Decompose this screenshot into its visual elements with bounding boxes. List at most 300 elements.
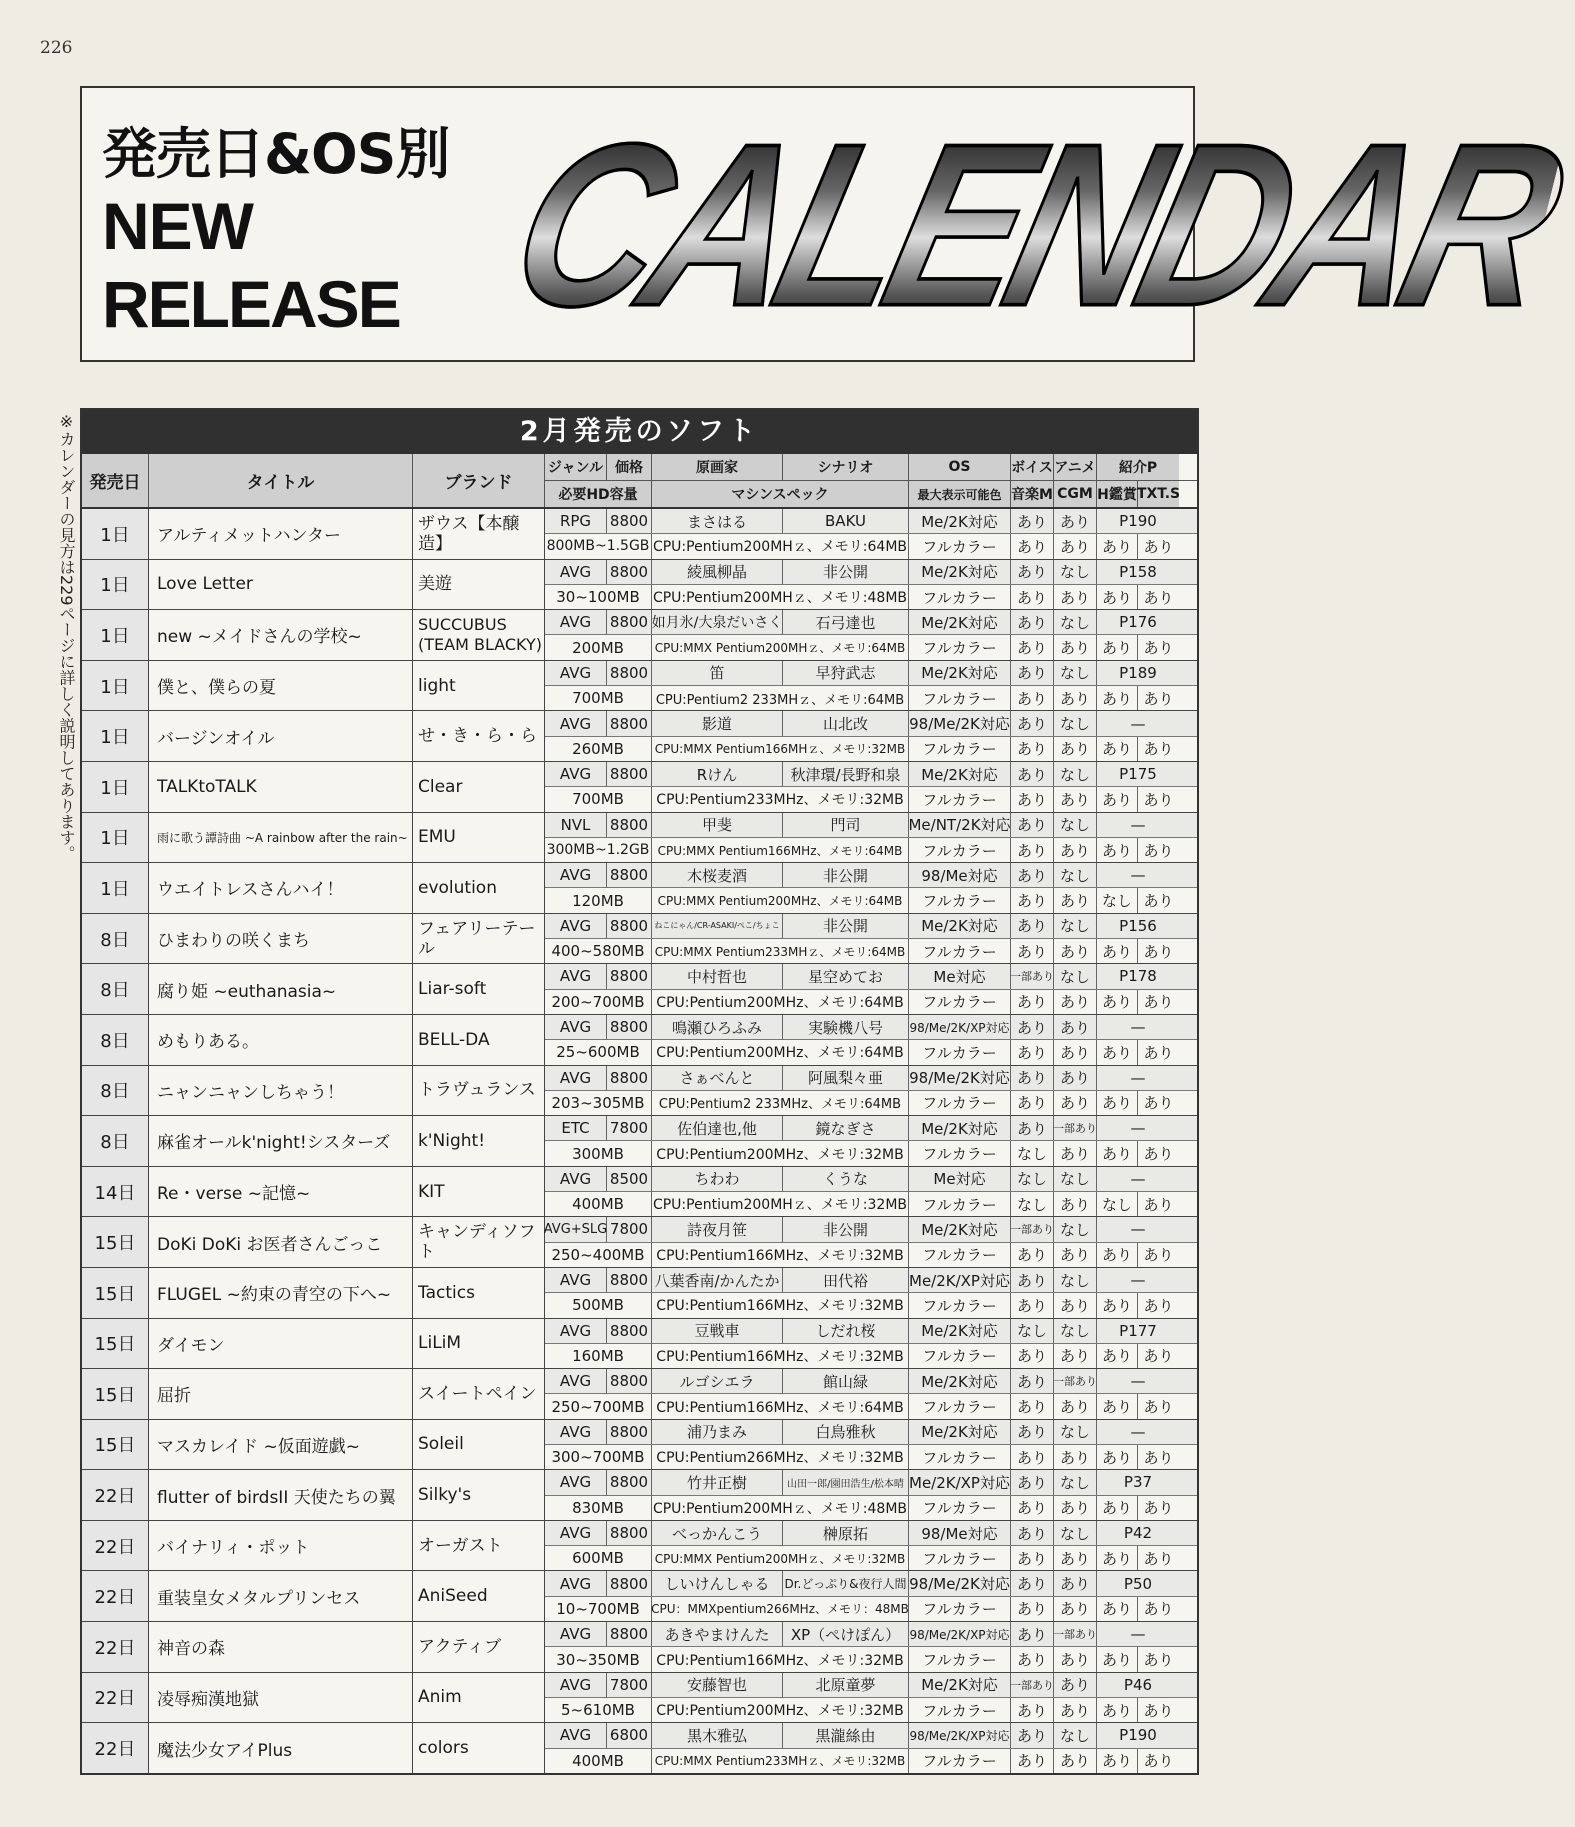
table-row — [82, 813, 1197, 864]
row-details — [545, 610, 1197, 660]
artist: 佐伯達也,他 — [652, 1116, 783, 1140]
os-support: Me/NT/2K対応 — [909, 813, 1011, 837]
text-skip: あり — [1143, 1752, 1174, 1771]
release-date: 22日 — [82, 1521, 149, 1571]
text-skip: あり — [1143, 790, 1174, 809]
scenario-writer: 山田一郎/園田浩生/松本晴 — [783, 1470, 909, 1494]
hd-capacity: 400MB — [545, 1192, 652, 1216]
header-intro-page: 紹介P — [1097, 454, 1179, 480]
hd-capacity: 500MB — [545, 1293, 652, 1317]
max-colors: フルカラー — [909, 1243, 1011, 1267]
intro-page: P50 — [1123, 1574, 1153, 1593]
voice: あり — [1011, 1420, 1054, 1444]
h-scene-mode: あり — [1097, 1749, 1138, 1773]
voice: あり — [1011, 1369, 1054, 1393]
brand-name: EMU — [413, 813, 545, 863]
header-music: 音楽M — [1011, 481, 1054, 507]
row-details — [545, 1470, 1197, 1520]
genre: AVG — [545, 863, 607, 887]
music-mode: あり — [1011, 1749, 1054, 1773]
text-skip: あり — [1143, 993, 1174, 1012]
os-support: Me/2K対応 — [909, 610, 1011, 634]
row-details — [545, 1066, 1197, 1116]
voice: あり — [1011, 661, 1054, 685]
genre: ETC — [545, 1116, 607, 1140]
text-skip: あり — [1143, 1398, 1174, 1417]
release-date: 8日 — [82, 964, 149, 1014]
release-date: 22日 — [82, 1723, 149, 1773]
machine-spec: CPU:Pentium200MHｚ、メモリ:48MB — [652, 1496, 909, 1520]
machine-spec: CPU:Pentium166MHz、メモリ:32MB — [652, 1243, 909, 1267]
music-mode: あり — [1011, 1394, 1054, 1418]
voice: あり — [1011, 610, 1054, 634]
row-details-top — [545, 1622, 1197, 1647]
brand-name: BELL-DA — [413, 1015, 545, 1065]
row-details-top — [545, 1723, 1197, 1748]
genre: AVG — [545, 1369, 607, 1393]
cg-mode: あり — [1054, 787, 1097, 811]
genre: AVG — [545, 1470, 607, 1494]
music-mode: あり — [1011, 990, 1054, 1014]
table-row — [82, 1015, 1197, 1066]
voice: あり — [1011, 711, 1054, 735]
h-scene-mode: あり — [1097, 686, 1138, 710]
artist: 影道 — [652, 711, 783, 735]
intro-page: — — [1130, 1372, 1146, 1391]
artist: ねこにゃん/CR-ASAKI/ぺこ/ちょこ — [652, 914, 783, 938]
voice: あり — [1011, 1066, 1054, 1090]
header-price: 価格 — [607, 454, 652, 480]
os-support: Me/2K/XP対応 — [909, 1268, 1011, 1292]
scenario-writer: 石弓達也 — [783, 610, 909, 634]
game-title: Love Letter — [149, 560, 413, 610]
os-support: Me/2K対応 — [909, 914, 1011, 938]
hd-capacity: 160MB — [545, 1344, 652, 1368]
music-mode: あり — [1011, 635, 1054, 659]
hd-capacity: 120MB — [545, 888, 652, 912]
scenario-writer: 白鳥雅秋 — [783, 1420, 909, 1444]
h-scene-mode: あり — [1097, 939, 1138, 963]
anime: なし — [1054, 1217, 1097, 1241]
max-colors: フルカラー — [909, 838, 1011, 862]
machine-spec: CPU:Pentium233MHz、メモリ:32MB — [652, 787, 909, 811]
release-date: 22日 — [82, 1470, 149, 1520]
row-details — [545, 1268, 1197, 1318]
artist: 竹井正樹 — [652, 1470, 783, 1494]
anime: なし — [1054, 813, 1097, 837]
machine-spec: CPU:MMX Pentium233MHｚ、メモリ:32MB — [652, 1749, 909, 1773]
price: 8800 — [607, 1521, 652, 1545]
row-details — [545, 1673, 1197, 1723]
header-h: H鑑賞 — [1097, 481, 1138, 507]
music-mode: あり — [1011, 585, 1054, 609]
artist: 木桜麦酒 — [652, 863, 783, 887]
cg-mode: あり — [1054, 939, 1097, 963]
game-title: 麻雀オールk'night!シスターズ — [149, 1116, 413, 1166]
machine-spec: CPU:Pentium166MHz、メモリ:32MB — [652, 1344, 909, 1368]
row-details-bottom — [545, 1597, 1197, 1621]
table-row — [82, 1521, 1197, 1572]
anime: なし — [1054, 1167, 1097, 1191]
text-skip: あり — [1143, 1549, 1174, 1568]
os-support: Me/2K対応 — [909, 1673, 1011, 1697]
header-colors: 最大表示可能色 — [909, 481, 1011, 507]
music-mode: あり — [1011, 1344, 1054, 1368]
table-row — [82, 509, 1197, 560]
h-scene-mode: あり — [1097, 1647, 1138, 1671]
genre: AVG — [545, 1420, 607, 1444]
brand-name: トラヴュランス — [413, 1066, 545, 1116]
header-hd: 必要HD容量 — [545, 481, 652, 507]
table-row — [82, 1369, 1197, 1420]
brand-name: オーガスト — [413, 1521, 545, 1571]
max-colors: フルカラー — [909, 990, 1011, 1014]
table-row — [82, 914, 1197, 965]
header-artist: 原画家 — [652, 454, 783, 480]
h-scene-mode: あり — [1097, 1546, 1138, 1570]
scenario-writer: 非公開 — [783, 863, 909, 887]
cg-mode: あり — [1054, 737, 1097, 761]
os-support: Me/2K対応 — [909, 509, 1011, 533]
row-details — [545, 1420, 1197, 1470]
game-title: バージンオイル — [149, 711, 413, 761]
os-support: Me/2K対応 — [909, 661, 1011, 685]
voice: あり — [1011, 509, 1054, 533]
row-details-top — [545, 914, 1197, 939]
header-line-3: RELEASE — [102, 267, 400, 341]
price: 7800 — [607, 1673, 652, 1697]
brand-name: スイートペイン — [413, 1369, 545, 1419]
anime: なし — [1054, 1420, 1097, 1444]
game-title: ニャンニャンしちゃう！ — [149, 1066, 413, 1116]
cg-mode: あり — [1054, 1546, 1097, 1570]
game-title: 僕と、僕らの夏 — [149, 661, 413, 711]
brand-name: キャンディソフト — [413, 1217, 545, 1267]
cg-mode: あり — [1054, 990, 1097, 1014]
release-date: 15日 — [82, 1319, 149, 1369]
row-details-bottom — [545, 1698, 1197, 1722]
intro-page: P46 — [1123, 1675, 1153, 1694]
game-title: アルティメットハンター — [149, 509, 413, 559]
intro-page: — — [1130, 1018, 1146, 1037]
machine-spec: CPU：MMXpentium266MHz、メモリ：48MB — [652, 1597, 909, 1621]
anime: なし — [1054, 1319, 1097, 1343]
brand-name: Anim — [413, 1673, 545, 1723]
max-colors: フルカラー — [909, 737, 1011, 761]
text-skip: あり — [1143, 1246, 1174, 1265]
text-skip: あり — [1143, 892, 1174, 911]
hd-capacity: 10~700MB — [545, 1597, 652, 1621]
header-txt: TXT.S — [1138, 481, 1179, 507]
artist: 黒木雅弘 — [652, 1723, 783, 1747]
intro-page: P178 — [1119, 967, 1157, 986]
os-support: 98/Me対応 — [909, 863, 1011, 887]
brand-name: Soleil — [413, 1420, 545, 1470]
scenario-writer: 田代裕 — [783, 1268, 909, 1292]
row-details — [545, 1521, 1197, 1571]
voice: なし — [1011, 1319, 1054, 1343]
h-scene-mode: あり — [1097, 1445, 1138, 1469]
text-skip: あり — [1143, 537, 1174, 556]
hd-capacity: 30~350MB — [545, 1647, 652, 1671]
hd-capacity: 200MB — [545, 635, 652, 659]
genre: AVG — [545, 1066, 607, 1090]
h-scene-mode: あり — [1097, 1496, 1138, 1520]
text-skip: あり — [1143, 740, 1174, 759]
hd-capacity: 250~400MB — [545, 1243, 652, 1267]
genre: AVG — [545, 964, 607, 988]
hd-capacity: 300~700MB — [545, 1445, 652, 1469]
scenario-writer: 星空めてお — [783, 964, 909, 988]
row-details — [545, 1571, 1197, 1621]
text-skip: あり — [1143, 1094, 1174, 1113]
row-details-top — [545, 610, 1197, 635]
row-details-bottom — [545, 1344, 1197, 1368]
voice: 一部あり — [1011, 1673, 1054, 1697]
row-details-top — [545, 863, 1197, 888]
intro-page: P158 — [1119, 562, 1157, 581]
game-title: TALKtoTALK — [149, 762, 413, 812]
artist: ちわわ — [652, 1167, 783, 1191]
scenario-writer: 秋津環/長野和泉 — [783, 762, 909, 786]
brand-name: Liar-soft — [413, 964, 545, 1014]
scenario-writer: 鏡なぎさ — [783, 1116, 909, 1140]
release-calendar-table — [80, 408, 1199, 1775]
machine-spec: CPU:MMX Pentium166MHz、メモリ:64MB — [652, 838, 909, 862]
game-title: FLUGEL ~約束の青空の下へ~ — [149, 1268, 413, 1318]
game-title: new ~メイドさんの学校~ — [149, 610, 413, 660]
hd-capacity: 300MB~1.2GB — [545, 838, 652, 862]
music-mode: あり — [1011, 686, 1054, 710]
hd-capacity: 400MB — [545, 1749, 652, 1773]
game-title: ウエイトレスさんハイ！ — [149, 863, 413, 913]
row-details — [545, 813, 1197, 863]
genre: AVG — [545, 1571, 607, 1595]
brand-name: 美遊 — [413, 560, 545, 610]
max-colors: フルカラー — [909, 1496, 1011, 1520]
row-details — [545, 914, 1197, 964]
price: 8800 — [607, 1571, 652, 1595]
anime: なし — [1054, 1521, 1097, 1545]
row-details-bottom — [545, 534, 1197, 558]
voice: あり — [1011, 813, 1054, 837]
genre: AVG — [545, 610, 607, 634]
music-mode: あり — [1011, 838, 1054, 862]
release-date: 1日 — [82, 661, 149, 711]
os-support: Me/2K対応 — [909, 1369, 1011, 1393]
table-row — [82, 1116, 1197, 1167]
row-details-bottom — [545, 1546, 1197, 1570]
machine-spec: CPU:Pentium200MHｚ、メモリ:64MB — [652, 534, 909, 558]
cg-mode: あり — [1054, 534, 1097, 558]
max-colors: フルカラー — [909, 787, 1011, 811]
genre: AVG — [545, 1673, 607, 1697]
genre: AVG — [545, 1622, 607, 1646]
release-date: 1日 — [82, 711, 149, 761]
os-support: 98/Me/2K/XP対応 — [909, 1622, 1011, 1646]
row-details — [545, 509, 1197, 559]
header-scenario: シナリオ — [783, 454, 909, 480]
os-support: Me/2K対応 — [909, 1217, 1011, 1241]
price: 8800 — [607, 1268, 652, 1292]
machine-spec: CPU:MMX Pentium166MHｚ、メモリ:32MB — [652, 737, 909, 761]
row-details — [545, 964, 1197, 1014]
table-row — [82, 1268, 1197, 1319]
cg-mode: あり — [1054, 1192, 1097, 1216]
cg-mode: あり — [1054, 1445, 1097, 1469]
header-line-2: NEW — [102, 189, 253, 263]
text-skip: あり — [1143, 1296, 1174, 1315]
row-details-top — [545, 509, 1197, 534]
anime: なし — [1054, 914, 1097, 938]
table-row — [82, 1420, 1197, 1471]
os-support: Me/2K対応 — [909, 1319, 1011, 1343]
row-details-top — [545, 661, 1197, 686]
text-skip: あり — [1143, 1195, 1174, 1214]
cg-mode: あり — [1054, 1293, 1097, 1317]
hd-capacity: 400~580MB — [545, 939, 652, 963]
text-skip: あり — [1143, 689, 1174, 708]
anime: 一部あり — [1054, 1622, 1097, 1646]
artist: 安藤智也 — [652, 1673, 783, 1697]
max-colors: フルカラー — [909, 1192, 1011, 1216]
scenario-writer: BAKU — [783, 509, 909, 533]
cg-mode: あり — [1054, 1496, 1097, 1520]
voice: あり — [1011, 1571, 1054, 1595]
genre: AVG — [545, 1015, 607, 1039]
row-details-bottom — [545, 635, 1197, 659]
machine-spec: CPU:Pentium200MHz、メモリ:32MB — [652, 1698, 909, 1722]
h-scene-mode: あり — [1097, 1344, 1138, 1368]
row-details-top — [545, 1116, 1197, 1141]
machine-spec: CPU:Pentium266MHz、メモリ:32MB — [652, 1445, 909, 1469]
machine-spec: CPU:Pentium2 233MHz、メモリ:64MB — [652, 1091, 909, 1115]
price: 8800 — [607, 914, 652, 938]
h-scene-mode: あり — [1097, 1597, 1138, 1621]
intro-page: — — [1130, 1220, 1146, 1239]
h-scene-mode: なし — [1097, 1192, 1138, 1216]
table-row — [82, 863, 1197, 914]
artist: 浦乃まみ — [652, 1420, 783, 1444]
scenario-writer: 山北改 — [783, 711, 909, 735]
intro-page: P176 — [1119, 613, 1157, 632]
artist: まさはる — [652, 509, 783, 533]
row-details-top — [545, 1673, 1197, 1698]
row-details-top — [545, 1015, 1197, 1040]
table-body — [82, 509, 1197, 1773]
text-skip: あり — [1143, 639, 1174, 658]
genre: AVG — [545, 1521, 607, 1545]
brand-name: アクティブ — [413, 1622, 545, 1672]
h-scene-mode: なし — [1097, 888, 1138, 912]
table-row — [82, 661, 1197, 712]
price: 8800 — [607, 560, 652, 584]
voice: 一部あり — [1011, 1217, 1054, 1241]
scenario-writer: 北原童夢 — [783, 1673, 909, 1697]
row-details-top — [545, 1217, 1197, 1242]
voice: あり — [1011, 1015, 1054, 1039]
anime: なし — [1054, 1470, 1097, 1494]
release-date: 1日 — [82, 863, 149, 913]
scenario-writer: しだれ桜 — [783, 1319, 909, 1343]
header-voice: ボイス — [1011, 454, 1054, 480]
scenario-writer: 早狩武志 — [783, 661, 909, 685]
row-details — [545, 1319, 1197, 1369]
max-colors: フルカラー — [909, 939, 1011, 963]
row-details-top — [545, 1268, 1197, 1293]
genre: AVG — [545, 661, 607, 685]
row-details-top — [545, 813, 1197, 838]
row-details — [545, 762, 1197, 812]
artist: 詩夜月笹 — [652, 1217, 783, 1241]
price: 8800 — [607, 964, 652, 988]
brand-name: LiLiM — [413, 1319, 545, 1369]
cg-mode: あり — [1054, 1698, 1097, 1722]
voice: あり — [1011, 863, 1054, 887]
row-details — [545, 1369, 1197, 1419]
release-date: 1日 — [82, 509, 149, 559]
price: 8800 — [607, 610, 652, 634]
music-mode: あり — [1011, 1243, 1054, 1267]
machine-spec: CPU:Pentium200MHｚ、メモリ:32MB — [652, 1192, 909, 1216]
anime: なし — [1054, 762, 1097, 786]
brand-name: Silky's — [413, 1470, 545, 1520]
text-skip: あり — [1143, 1499, 1174, 1518]
cg-mode: あり — [1054, 1243, 1097, 1267]
game-title: DoKi DoKi お医者さんごっこ — [149, 1217, 413, 1267]
intro-page: — — [1130, 866, 1146, 885]
intro-page: — — [1130, 714, 1146, 733]
cg-mode: あり — [1054, 1344, 1097, 1368]
scenario-writer: 阿風梨々亜 — [783, 1066, 909, 1090]
table-row — [82, 1167, 1197, 1218]
scenario-writer: 非公開 — [783, 914, 909, 938]
row-details — [545, 1116, 1197, 1166]
artist: 甲斐 — [652, 813, 783, 837]
row-details-top — [545, 1369, 1197, 1394]
h-scene-mode: あり — [1097, 635, 1138, 659]
intro-page: P42 — [1123, 1524, 1153, 1543]
row-details-top — [545, 1571, 1197, 1596]
intro-page: P175 — [1119, 765, 1157, 784]
anime: あり — [1054, 509, 1097, 533]
price: 8800 — [607, 813, 652, 837]
cg-mode: あり — [1054, 1749, 1097, 1773]
row-details-top — [545, 560, 1197, 585]
scenario-writer: 黒瀧絲由 — [783, 1723, 909, 1747]
anime: なし — [1054, 1723, 1097, 1747]
max-colors: フルカラー — [909, 585, 1011, 609]
row-details — [545, 1217, 1197, 1267]
row-details-top — [545, 1521, 1197, 1546]
voice: あり — [1011, 762, 1054, 786]
hd-capacity: 300MB — [545, 1141, 652, 1165]
game-title: 雨に歌う譚詩曲 ~A rainbow after the rain~ — [149, 813, 413, 863]
release-date: 8日 — [82, 1066, 149, 1116]
row-details-bottom — [545, 1445, 1197, 1469]
voice: あり — [1011, 1116, 1054, 1140]
release-date: 15日 — [82, 1420, 149, 1470]
release-date: 15日 — [82, 1217, 149, 1267]
page-header — [80, 86, 1575, 362]
max-colors: フルカラー — [909, 1546, 1011, 1570]
voice: 一部あり — [1011, 964, 1054, 988]
header-title: タイトル — [149, 454, 413, 507]
machine-spec: CPU:Pentium166MHz、メモリ:32MB — [652, 1647, 909, 1671]
artist: 八葉香南/かんたか — [652, 1268, 783, 1292]
max-colors: フルカラー — [909, 1698, 1011, 1722]
hd-capacity: 830MB — [545, 1496, 652, 1520]
